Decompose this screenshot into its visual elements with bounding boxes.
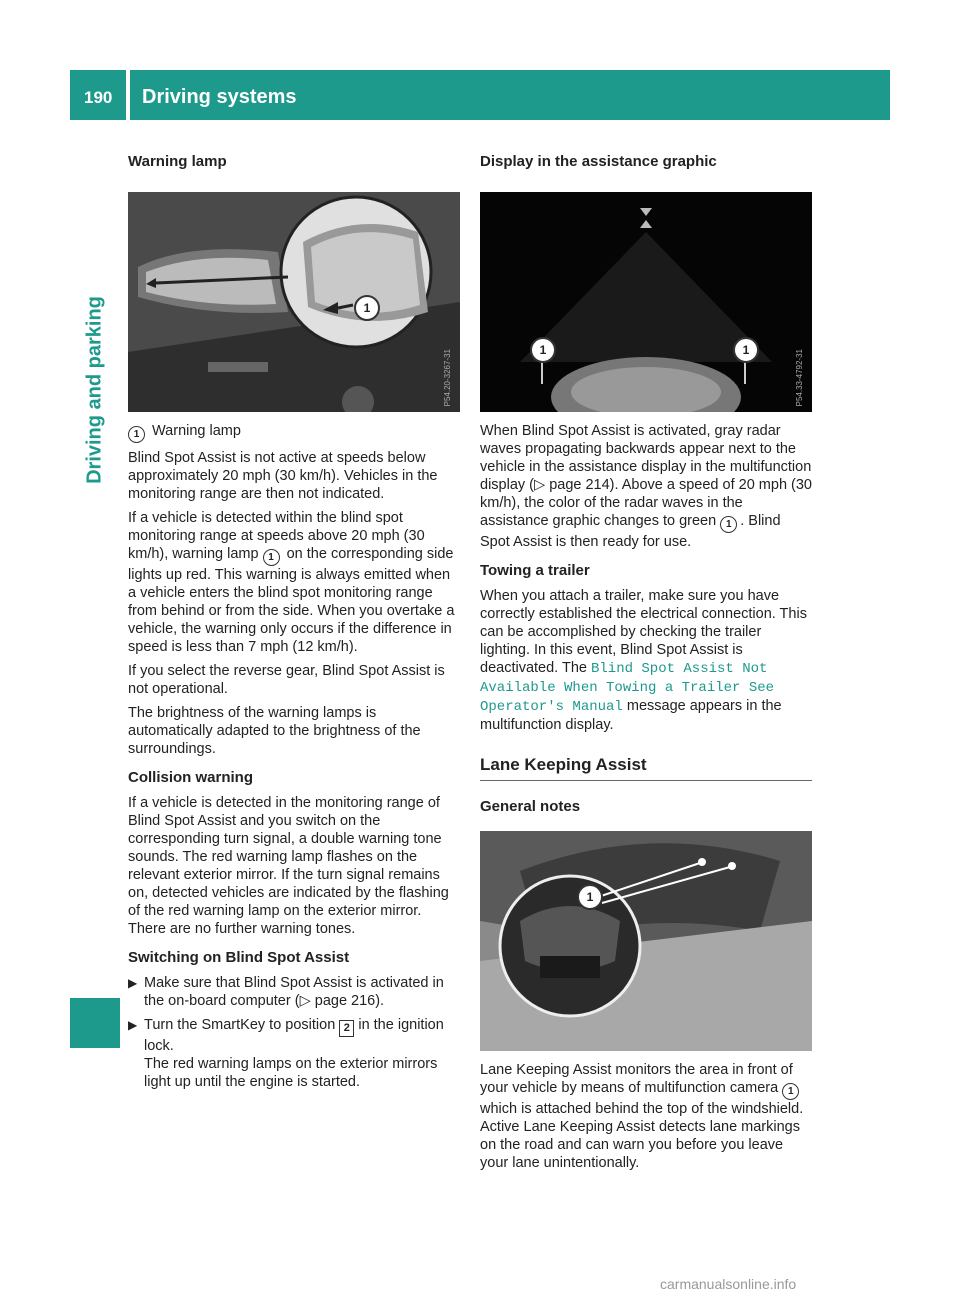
- windshield-camera-figure: [480, 831, 812, 1051]
- switching-heading: Switching on Blind Spot Assist: [128, 949, 350, 966]
- page-ref-icon: ▷: [534, 477, 546, 493]
- key-position-icon: 2: [339, 1020, 354, 1037]
- lka-heading: Lane Keeping Assist: [480, 755, 647, 774]
- side-tab: [70, 120, 120, 660]
- header-divider: [126, 70, 130, 120]
- page-number: 190: [84, 88, 113, 107]
- display-para: When Blind Spot Assist is activated, gray radar waves propagating backwards appear next to the vehicle in the assistance display in the multifunction display (▷ page 214). Above a speed of 20 mph (30 km/h), the color of the radar waves in the assistance graphic changes to green 1 . Blind Spot Assist is then ready for use.: [480, 423, 812, 550]
- callout-1-icon: 1: [263, 549, 280, 566]
- para-reverse: If you select the reverse gear, Blind Spot Assist is not operational.: [128, 663, 445, 697]
- bullet-arrow-icon: ▶: [128, 1018, 138, 1032]
- para-detected: If a vehicle is detected within the blind spot monitoring range at speeds above 20 mph (30 km/h), warning lamp 1 on the corresponding side lights up red. This warning is always emitted when a vehicle enters the blind spot monitoring range from behind or from the side. When you overtake a vehicle, the warning only occurs if the difference in speed is less than 7 mph (12 km/h).: [128, 510, 455, 655]
- section-title: Driving systems: [142, 86, 297, 108]
- mirror-figure: [128, 192, 460, 412]
- callout-1-icon: 1: [720, 516, 737, 533]
- fig2-code: P54.33-4792-31: [795, 348, 804, 406]
- warning-lamp-heading: Warning lamp: [128, 153, 227, 170]
- assistance-graphic-figure: [480, 192, 812, 412]
- fig1-callout-badge: 1: [354, 295, 380, 321]
- callout-1-icon: 1: [128, 426, 145, 443]
- collision-heading: Collision warning: [128, 769, 254, 786]
- fig3-callout-badge: 1: [577, 884, 603, 910]
- lka-para: Lane Keeping Assist monitors the area in front of your vehicle by means of multifunction camera 1 which is attached behind the top of the windshield. Active Lane Keeping Assist detects lane markings on the road and can warn you before you leave your lane unintentionally.: [480, 1062, 804, 1171]
- section-rule: [480, 780, 812, 781]
- side-tab-label: Driving and parking: [83, 296, 106, 484]
- para-brightness: The brightness of the warning lamps is automatically adapted to the brightness of the surroundings.: [128, 705, 421, 757]
- left-column: [128, 152, 460, 1097]
- watermark: carmanualsonline.info: [660, 1276, 797, 1292]
- collision-para: If a vehicle is detected in the monitoring range of Blind Spot Assist and you switch on the corresponding turn signal, a double warning tone sounds. The red warning lamp flashes on the relevant exterior mirror. If the turn signal remains on, detected vehicles are indicated by the flashing of the red warning lamp on the exterior mirror. There are no further warning tones.: [128, 795, 449, 937]
- bullet-arrow-icon: ▶: [128, 976, 138, 990]
- display-heading: Display in the assistance graphic: [480, 153, 717, 170]
- fig1-caption: 1 Warning lamp: [128, 422, 460, 443]
- side-tab-marker: [70, 998, 120, 1048]
- fig2-callout-left: 1: [530, 337, 556, 363]
- page-ref-icon: ▷: [299, 993, 311, 1009]
- fig1-code: P54.20-3267-31: [443, 348, 452, 406]
- mirror-illustration: [128, 192, 460, 412]
- bullet-item: ▶ Turn the SmartKey to position 2 in the ignition lock. The red warning lamps on the exterior mirrors light up until the engine is started.: [128, 1017, 444, 1090]
- para-not-active: Blind Spot Assist is not active at speeds below approximately 20 mph (30 km/h). Vehicles in the monitoring range are then not indicated.: [128, 450, 438, 502]
- right-column: [480, 152, 812, 1178]
- windshield-camera-illustration: [480, 831, 812, 1051]
- display-message: Blind Spot Assist Not Available When Towing a Trailer See Operator's Manual: [480, 661, 775, 715]
- callout-1-icon: 1: [782, 1083, 799, 1100]
- towing-heading: Towing a trailer: [480, 562, 590, 579]
- general-notes-heading: General notes: [480, 798, 581, 815]
- bullet-item: ▶ Make sure that Blind Spot Assist is activated in the on-board computer (▷ page 216).: [128, 975, 444, 1009]
- assistance-graphic-illustration: [480, 192, 812, 412]
- towing-para: When you attach a trailer, make sure you have correctly established the electrical connection. This can be accomplished by checking the trailer lighting. In this event, Blind Spot Assist is deactivated. The Blind Spot Assist Not Available When Towing a Trailer See Operator's Manual message appears in the multifunction display.: [480, 588, 807, 733]
- fig2-callout-right: 1: [733, 337, 759, 363]
- fig3-code: P54.00-3013-31: [795, 987, 804, 1045]
